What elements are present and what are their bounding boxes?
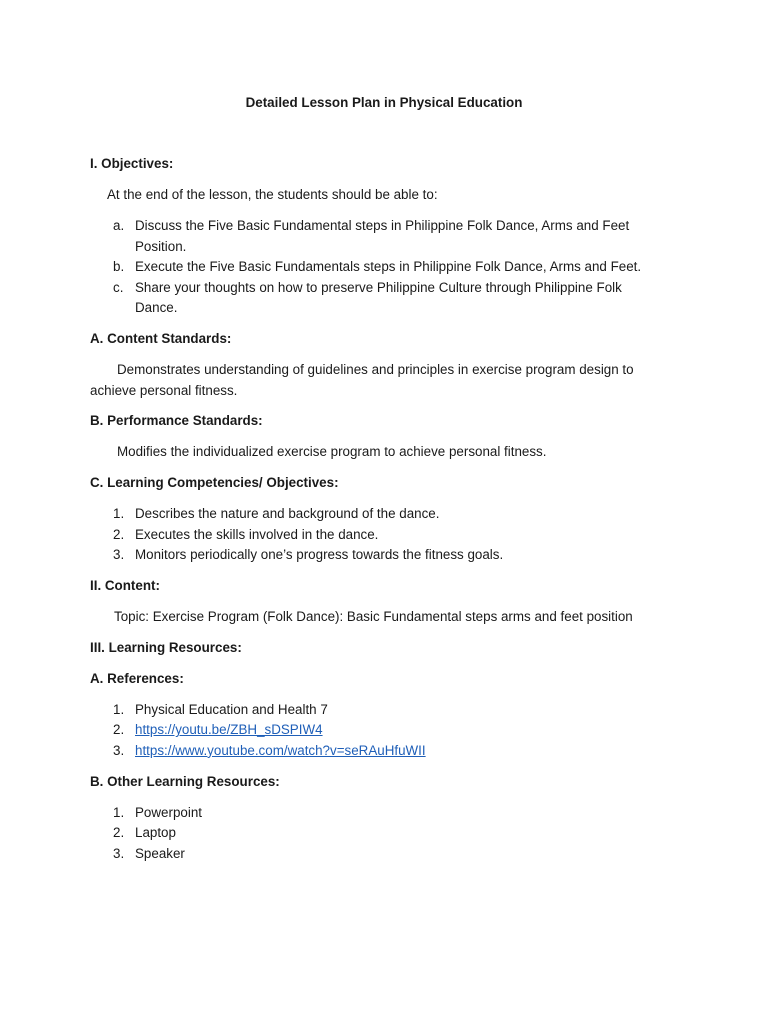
list-item — [90, 823, 660, 844]
list-marker: c. — [113, 279, 124, 295]
list-item-text: Share your thoughts on how to preserve Philippine Culture through Philippine Folk Dance. — [135, 279, 622, 315]
list-item — [90, 720, 660, 741]
list-item-text: Describes the nature and background of the dance. — [135, 506, 440, 522]
objectives-intro: At the end of the lesson, the students should be able to: — [107, 187, 438, 202]
document-title: Detailed Lesson Plan in Physical Education — [245, 95, 523, 110]
learning-competencies-heading: C. Learning Competencies/ Objectives: — [90, 475, 339, 491]
list-item — [90, 741, 660, 762]
references-heading: A. References: — [90, 670, 184, 686]
list-item — [90, 700, 660, 721]
performance-standards-heading: B. Performance Standards: — [90, 413, 263, 429]
list-marker: 2. — [113, 825, 125, 841]
list-item — [90, 504, 660, 525]
list-item — [90, 844, 660, 865]
list-item-text: Executes the skills involved in the dance. — [135, 526, 379, 542]
content-topic: Topic: Exercise Program (Folk Dance): Basic Fundamental steps arms and feet position — [114, 608, 633, 624]
list-item-text: Speaker — [135, 845, 185, 861]
list-item — [90, 257, 660, 278]
list-item — [90, 803, 660, 824]
objectives-heading: I. Objectives: — [90, 156, 174, 171]
list-marker: b. — [113, 259, 125, 274]
list-marker: 3. — [113, 547, 125, 563]
list-marker: 2. — [113, 722, 125, 738]
reference-link[interactable]: https://youtu.be/ZBH_sDSPIW4 — [135, 722, 323, 738]
list-marker: 1. — [113, 506, 125, 522]
list-item-text: Laptop — [135, 825, 176, 841]
content-standards-text: Demonstrates understanding of guidelines and principles in exercise program design to achieve personal fitness. — [90, 362, 634, 398]
references-list — [90, 700, 660, 762]
list-item-text: Powerpoint — [135, 804, 202, 820]
list-item — [90, 545, 660, 566]
list-item-text: Monitors periodically one’s progress towards the fitness goals. — [135, 547, 504, 563]
list-item-text: Discuss the Five Basic Fundamental steps in Philippine Folk Dance, Arms and Feet Position. — [135, 218, 630, 254]
reference-link[interactable]: https://www.youtube.com/watch?v=seRAuHfuWII — [135, 742, 426, 758]
performance-standards-text: Modifies the individualized exercise program to achieve personal fitness. — [117, 444, 547, 460]
other-resources-heading: B. Other Learning Resources: — [90, 773, 280, 789]
content-standards-heading: A. Content Standards: — [90, 331, 232, 346]
other-resources-list — [90, 803, 660, 865]
list-item — [90, 278, 660, 319]
list-marker: a. — [113, 218, 125, 233]
learning-resources-heading: III. Learning Resources: — [90, 639, 242, 655]
list-item-text: Physical Education and Health 7 — [135, 701, 328, 717]
document-body — [90, 154, 660, 864]
list-marker: 3. — [113, 742, 125, 758]
objectives-list — [90, 216, 660, 319]
list-marker: 1. — [113, 701, 125, 717]
list-item — [90, 525, 660, 546]
list-marker: 2. — [113, 526, 125, 542]
list-item — [90, 216, 660, 257]
learning-competencies-list — [90, 504, 660, 566]
list-marker: 1. — [113, 804, 125, 820]
list-marker: 3. — [113, 845, 125, 861]
content-heading: II. Content: — [90, 578, 160, 594]
list-item-text: Execute the Five Basic Fundamentals steps in Philippine Folk Dance, Arms and Feet. — [135, 259, 642, 274]
